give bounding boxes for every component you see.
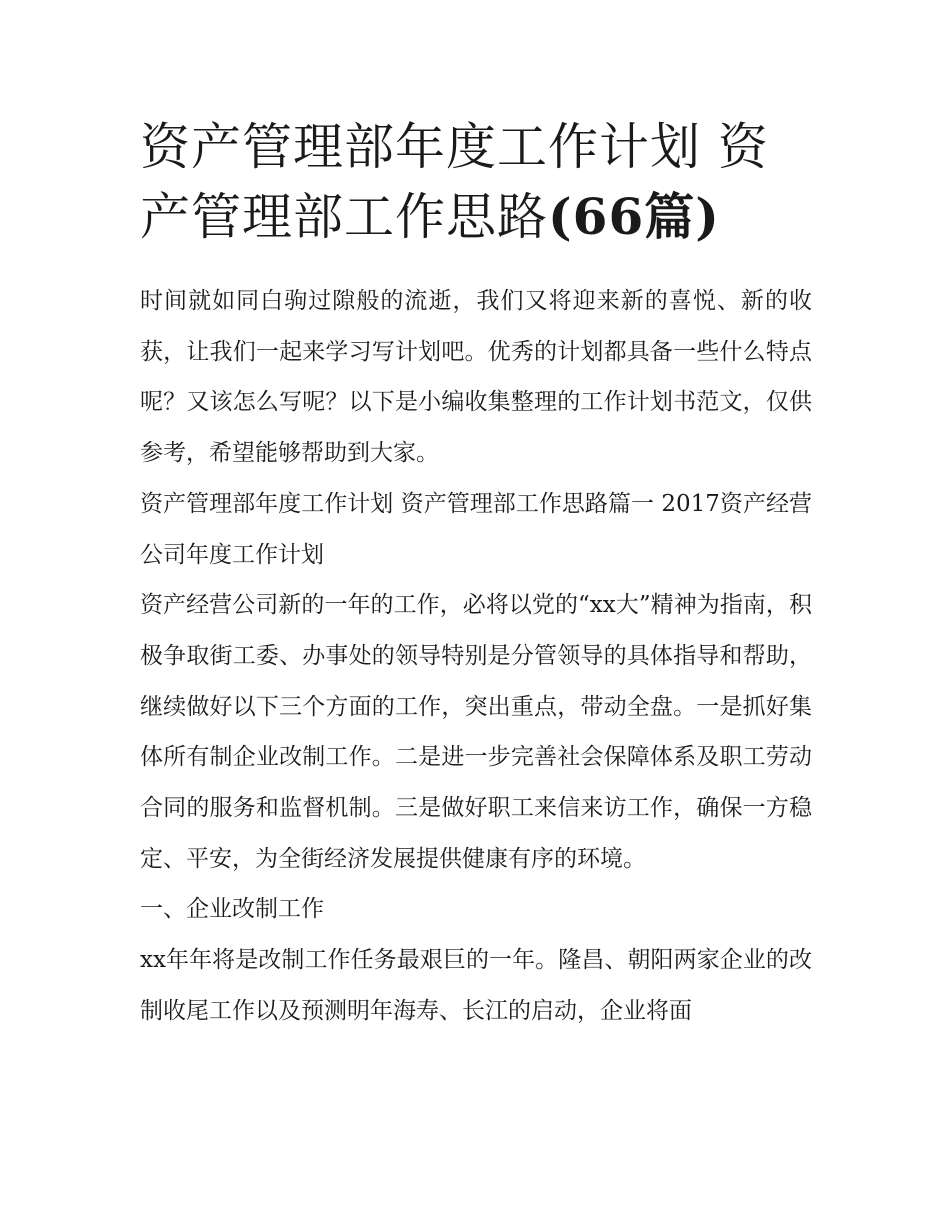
paragraph-body: 资产经营公司新的一年的工作，必将以党的“xx大”精神为指南，积极争取街工委、办事处的领导特别是分管领导的具体指导和帮助，继续做好以下三个方面的工作，突出重点，带动全盘。一是抓好集体所有制企业改制工作。二是进一步完善社会保障体系及职工劳动合同的服务和监督机制。三是做好职工来信来访工作，确保一方稳定、平安，为全街经济发展提供健康有序的环境。 [140,592,812,872]
paragraph-body-continued: xx年年将是改制工作任务最艰巨的一年。隆昌、朝阳两家企业的改制收尾工作以及预测明年海寿、长江的启动，企业将面 [140,947,812,1024]
paragraph-subheading: 一、企业改制工作 [140,896,324,923]
paragraph-section-heading: 资产管理部年度工作计划 资产管理部工作思路篇一 2017资产经营公司年度工作计划 [140,490,812,568]
title-count: (66篇) [548,187,720,246]
paragraph-intro: 时间就如同白驹过隙般的流逝，我们又将迎来新的喜悦、新的收获，让我们一起来学习写计划吧。优秀的计划都具备一些什么特点呢？又该怎么写呢？以下是小编收集整理的工作计划书范文，仅供参考，希望能够帮助到大家。 [140,288,812,467]
document-title: 资产管理部年度工作计划 资产管理部工作思路(66篇) [140,118,769,246]
document-body [140,112,812,1037]
